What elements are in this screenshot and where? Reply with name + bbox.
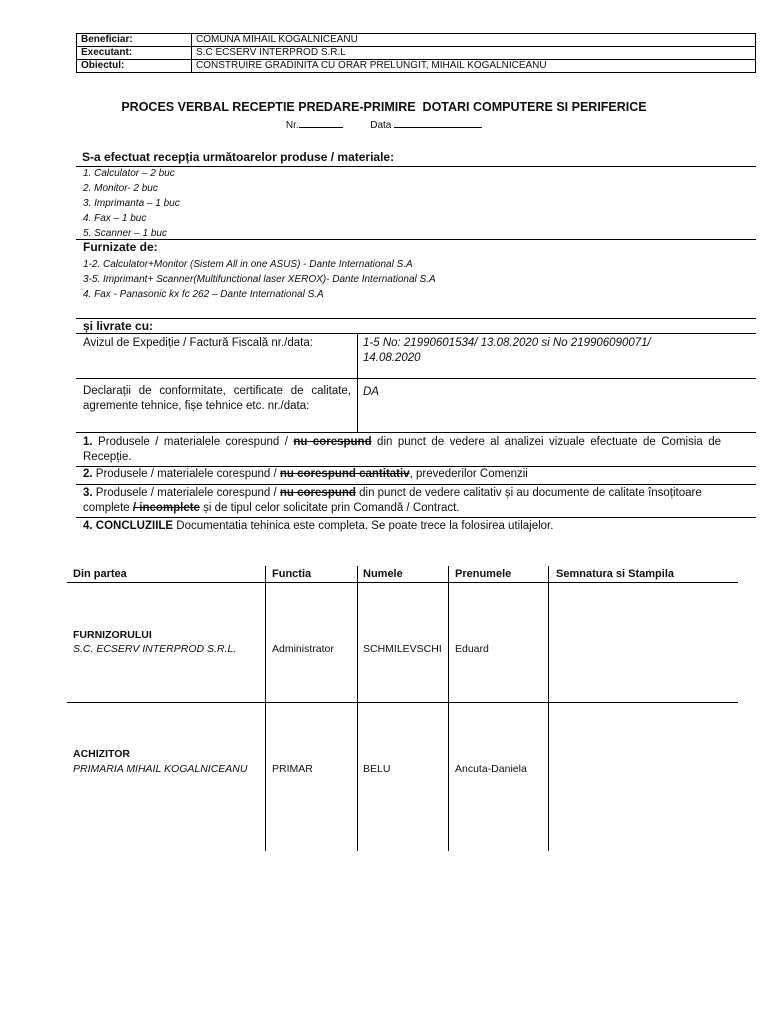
statement-number: 4. xyxy=(83,520,93,532)
declaration-label: Declarații de conformitate, certificate de calitate, agremente tehnice, fișe tehnice etc. nr./data: xyxy=(83,385,351,412)
struck-text: nu corespund cantitativ xyxy=(279,468,410,480)
party-lastname: SCHMILEVSCHI xyxy=(363,643,442,655)
column-divider xyxy=(548,566,549,851)
statement-number: 1. xyxy=(83,436,93,448)
delivered-heading: și livrate cu: xyxy=(83,319,154,333)
divider xyxy=(76,484,756,485)
party-firstname: Eduard xyxy=(455,643,489,655)
statement-4 xyxy=(83,519,743,534)
statement-number: 3. xyxy=(83,487,93,499)
divider xyxy=(76,239,756,240)
divider xyxy=(76,517,756,518)
reception-heading: S-a efectuat recepția următoarelor produse / materiale: xyxy=(82,150,395,164)
conclusion-label: CONCLUZIILE xyxy=(92,520,174,532)
statement-text: Documentatia tehinica este completa. Se poate trece la folosirea utilajelor. xyxy=(173,520,554,532)
column-divider xyxy=(265,566,266,851)
supplier-item: 3-5. Imprimant+ Scanner(Multifunctional laser XEROX)- Dante International S.A xyxy=(83,274,436,285)
reception-item: 4. Fax – 1 buc xyxy=(83,213,147,224)
divider xyxy=(76,166,756,167)
nr-blank xyxy=(299,118,343,128)
header-value: COMUNA MIHAIL KOGALNICEANU xyxy=(192,34,756,47)
column-header: Numele xyxy=(363,568,403,580)
statement-text: Produsele / materialele corespund / xyxy=(92,436,294,448)
nr-label: Nr. xyxy=(285,120,299,131)
statement-3 xyxy=(83,486,723,516)
statement-2 xyxy=(83,467,733,482)
party-entity: S.C. ECSERV INTERPROD S.R.L. xyxy=(73,643,237,655)
divider xyxy=(76,318,756,319)
column-header: Semnatura si Stampila xyxy=(556,568,674,580)
supplier-item: 1-2. Calculator+Monitor (Sistem All in one ASUS) - Dante International S.A xyxy=(83,259,413,270)
reception-item: 3. Imprimanta – 1 buc xyxy=(83,198,180,209)
data-blank xyxy=(394,118,482,128)
statement-number: 2. xyxy=(83,468,93,480)
statement-text: din punct de vedere al analizei vizuale efectuate de Comisia de Recepție. xyxy=(83,436,722,463)
column-divider xyxy=(357,566,358,851)
reception-item: 2. Monitor- 2 buc xyxy=(83,183,158,194)
data-label: Data xyxy=(370,120,392,131)
divider xyxy=(67,702,738,703)
statement-text: Produsele / materialele corespund / xyxy=(92,468,280,480)
column-divider xyxy=(357,333,358,433)
statement-text: Produsele / materialele corespund / xyxy=(92,487,280,499)
header-label: Executant: xyxy=(77,47,192,60)
header-row xyxy=(77,34,756,47)
document-title: PROCES VERBAL RECEPTIE PREDARE-PRIMIRE DOTARI COMPUTERE SI PERIFERICE xyxy=(121,100,647,114)
divider xyxy=(76,432,756,433)
party-function: Administrator xyxy=(272,643,334,655)
party-entity: PRIMARIA MIHAIL KOGALNICEANU xyxy=(73,763,248,775)
header-label: Beneficiar: xyxy=(77,34,192,47)
header-value: S.C ECSERV INTERPROD S.R.L xyxy=(192,47,756,60)
reception-item: 5. Scanner – 1 buc xyxy=(83,228,167,239)
header-table xyxy=(76,33,756,73)
column-divider xyxy=(448,566,449,851)
header-value: CONSTRUIRE GRADINITA CU ORAR PRELUNGIT, MIHAIL KOGALNICEANU xyxy=(192,60,756,73)
divider xyxy=(76,378,756,379)
declaration-value: DA xyxy=(363,386,379,398)
column-header: Din partea xyxy=(73,568,127,580)
party-function: PRIMAR xyxy=(272,763,313,775)
supplied-heading: Furnizate de: xyxy=(83,240,158,254)
column-header: Functia xyxy=(272,568,312,580)
statement-text: din punct de vedere calitativ și au documente de calitate însoțitoare complete xyxy=(83,487,702,514)
reception-item: 1. Calculator – 2 buc xyxy=(83,168,175,179)
header-row xyxy=(77,60,756,73)
divider xyxy=(67,582,738,583)
party-firstname: Ancuta-Daniela xyxy=(455,763,527,775)
column-header: Prenumele xyxy=(455,568,512,580)
header-row xyxy=(77,47,756,60)
statement-text: și de tipul celor solicitate prin Comandă / Contract. xyxy=(199,502,460,514)
header-label: Obiectul: xyxy=(77,60,192,73)
struck-text: nu corespund xyxy=(293,436,372,448)
struck-text: nu corespund xyxy=(279,487,356,499)
divider xyxy=(76,333,756,334)
party-lastname: BELU xyxy=(363,763,391,775)
struck-text: / incomplete xyxy=(132,502,200,514)
aviz-value: 1-5 No: 21990601534/ 13.08.2020 si No 219906090071/ 14.08.2020 xyxy=(363,337,651,364)
supplier-item: 4. Fax - Panasonic kx fc 262 – Dante International S.A xyxy=(83,289,324,300)
statement-text: , prevederilor Comenzii xyxy=(409,468,528,480)
aviz-label: Avizul de Expediție / Factură Fiscală nr./data: xyxy=(83,337,313,349)
statement-1 xyxy=(83,435,721,465)
number-date-line xyxy=(0,118,768,131)
party-role: FURNIZORULUI xyxy=(73,629,152,641)
party-role: ACHIZITOR xyxy=(73,748,130,760)
